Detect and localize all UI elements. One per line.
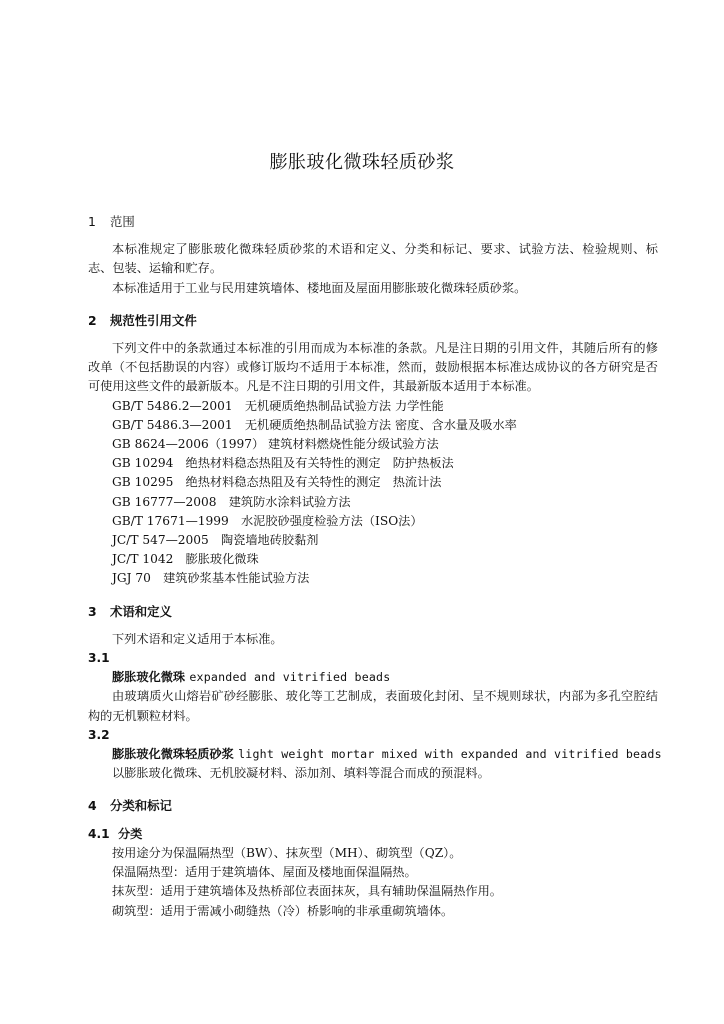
term-definition: 以膨胀玻化微珠、无机胶凝材料、添加剂、填料等混合而成的预混料。 xyxy=(112,766,490,781)
subsection-title: 分类 xyxy=(118,826,143,841)
term-definition: 由玻璃质火山熔岩矿砂经膨胀、玻化等工艺制成，表面玻化封闭、呈不规则球状，内部为多孔空腔结构的无机颗粒材料。 xyxy=(88,689,658,723)
term-name-en: light weight mortar mixed with expanded and vitrified beads xyxy=(238,747,662,762)
section-title: 规范性引用文件 xyxy=(110,312,197,328)
reference-item: GB 16777—2008 建筑防水涂料试验方法 xyxy=(112,494,351,509)
paragraph: 下列术语和定义适用于本标准。 xyxy=(112,631,283,646)
reference-item: JC/T 547—2005 陶瓷墙地砖胶黏剂 xyxy=(112,533,319,548)
classification-line: 保温隔热型：适用于建筑墙体、屋面及楼地面保温隔热。 xyxy=(112,865,417,880)
section-title: 分类和标记 xyxy=(110,798,172,814)
section-title: 范围 xyxy=(110,214,135,229)
reference-item: GB/T 17671—1999 水泥胶砂强度检验方法（ISO法） xyxy=(112,513,423,528)
paragraph: 本标准规定了膨胀玻化微珠轻质砂浆的术语和定义、分类和标记、要求、试验方法、检验规则、标志、包装、运输和贮存。 xyxy=(88,242,658,276)
reference-item: JC/T 1042 膨胀玻化微珠 xyxy=(112,552,259,567)
reference-item: GB/T 5486.2—2001 无机硬质绝热制品试验方法 力学性能 xyxy=(112,398,444,413)
section-number: 2 xyxy=(88,312,97,328)
reference-item: GB 8624—2006（1997） 建筑材料燃烧性能分级试验方法 xyxy=(112,437,439,452)
section-2-heading xyxy=(88,311,658,330)
reference-item: GB 10295 绝热材料稳态热阻及有关特性的测定 热流计法 xyxy=(112,475,442,490)
classification-line: 砌筑型：适用于需减小砌缝热（冷）桥影响的非承重砌筑墙体。 xyxy=(112,903,454,918)
document-title: 膨胀玻化微珠轻质砂浆 xyxy=(269,152,455,173)
section-number: 3 xyxy=(88,603,97,619)
section-title: 术语和定义 xyxy=(110,603,172,619)
section-number: 1 xyxy=(88,214,96,229)
subsection-number: 4.1 xyxy=(88,826,110,841)
classification-line: 按用途分为保温隔热型（BW）、抹灰型（MH）、砌筑型（QZ）。 xyxy=(112,845,462,860)
reference-item: JGJ 70 建筑砂浆基本性能试验方法 xyxy=(112,571,310,586)
paragraph: 下列文件中的条款通过本标准的引用而成为本标准的条款。凡是注日期的引用文件，其随后所有的修改单（不包括勘误的内容）或修订版均不适用于本标准，然而，鼓励根据本标准达成协议的各方研究是否可使用这些文件的最新版本。凡是不注日期的引用文件，其最新版本适用于本标准。 xyxy=(88,341,658,394)
paragraph: 本标准适用于工业与民用建筑墙体、楼地面及屋面用膨胀玻化微珠轻质砂浆。 xyxy=(112,280,527,295)
term-name xyxy=(88,745,662,764)
reference-list xyxy=(88,397,658,589)
reference-item: GB 10294 绝热材料稳态热阻及有关特性的测定 防护热板法 xyxy=(112,456,454,471)
section-number: 4 xyxy=(88,798,97,814)
section-4-heading xyxy=(88,796,658,815)
subsection-4-1-heading xyxy=(88,825,658,844)
section-3-heading xyxy=(88,602,658,621)
term-name-en: expanded and vitrified beads xyxy=(189,670,391,685)
section-1-heading xyxy=(88,212,658,231)
term-name xyxy=(88,668,658,687)
term-name-zh: 膨胀玻化微珠 xyxy=(112,670,186,685)
term-number: 3.2 xyxy=(88,727,110,742)
term-name-zh: 膨胀玻化微珠轻质砂浆 xyxy=(112,747,234,762)
document-body xyxy=(88,212,662,921)
classification-line: 抹灰型：适用于建筑墙体及热桥部位表面抹灰，具有辅助保温隔热作用。 xyxy=(112,884,502,899)
reference-item: GB/T 5486.3—2001 无机硬质绝热制品试验方法 密度、含水量及吸水率 xyxy=(112,417,517,432)
term-number: 3.1 xyxy=(88,651,110,666)
